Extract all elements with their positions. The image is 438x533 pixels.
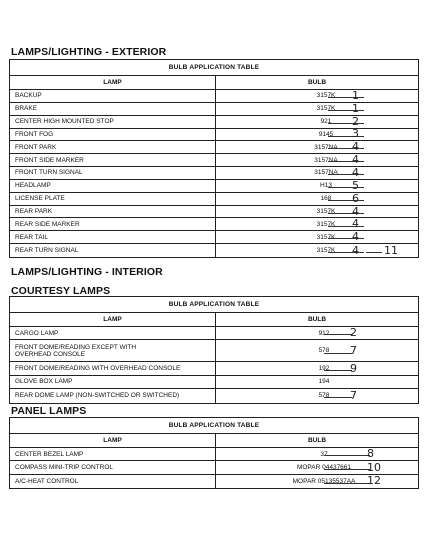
table-row: [10, 362, 418, 375]
lamp-name: REAR TAIL: [15, 233, 48, 241]
table-header-row: [10, 313, 418, 327]
bulb-cell: [216, 362, 418, 374]
bulb-number: 194: [318, 378, 330, 386]
bulb-number: MOPAR 04437661: [296, 464, 352, 472]
lamp-name: A/C-HEAT CONTROL: [15, 477, 79, 485]
lamp-cell: [10, 376, 216, 388]
lamp-name: BACKUP: [15, 92, 42, 100]
exterior-bulb-table: [9, 59, 419, 258]
col-header-lamp: LAMP: [10, 313, 216, 326]
table-row: [10, 327, 418, 340]
bulb-number: 3157K: [316, 233, 336, 241]
lamp-cell: [10, 218, 216, 230]
lamp-name: GLOVE BOX LAMP: [15, 378, 73, 386]
lamp-name: REAR TURN SIGNAL: [15, 247, 79, 255]
table-row: [10, 475, 418, 488]
lamp-cell: [10, 244, 216, 257]
lamp-name: REAR PARK: [15, 208, 53, 216]
lamp-cell: [10, 475, 216, 488]
bulb-cell: [216, 389, 418, 402]
callout-number: 4: [352, 152, 359, 166]
col-header-bulb: BULB: [307, 316, 327, 323]
callout-number: 7: [350, 343, 357, 357]
bulb-number: 3157NA: [314, 143, 338, 151]
lamp-cell: [10, 231, 216, 243]
lamp-cell: [10, 362, 216, 374]
lamp-cell: [10, 154, 216, 166]
lamp-name: HEADLAMP: [15, 182, 51, 190]
bulb-cell: [216, 167, 418, 179]
lamp-cell: [10, 141, 216, 153]
bulb-number: 192: [318, 365, 330, 373]
callout-leader-line: [324, 483, 370, 484]
bulb-cell: [216, 448, 418, 460]
callout-number: 4: [352, 204, 359, 218]
bulb-cell: [216, 129, 418, 141]
table-row: [10, 461, 418, 474]
table-row: [10, 448, 418, 461]
col-header-lamp: LAMP: [10, 76, 216, 89]
callout-leader-line: [324, 370, 352, 371]
callout-number: 10: [367, 460, 381, 474]
table-row: [10, 231, 418, 244]
callout-number: 4: [352, 230, 359, 244]
lamp-cell: [10, 167, 216, 179]
bulb-cell: [216, 193, 418, 205]
lamp-cell: [10, 461, 216, 473]
bulb-cell: [216, 327, 418, 339]
bulb-number: 168: [320, 195, 332, 203]
callout-number: 1: [352, 88, 359, 102]
bulb-cell: [216, 475, 418, 488]
lamp-cell: [10, 90, 216, 102]
bulb-number: 3157K: [316, 92, 336, 100]
col-header-lamp: LAMP: [10, 434, 216, 447]
bulb-number: 921: [320, 118, 332, 126]
bulb-cell: [216, 180, 418, 192]
callout-number: 6: [352, 191, 359, 205]
bulb-cell: [216, 218, 418, 230]
bulb-number: 3157K: [316, 105, 336, 113]
lamp-name: FRONT PARK: [15, 143, 57, 151]
lamp-cell: [10, 206, 216, 218]
bulb-number: 578: [318, 392, 330, 400]
lamp-name: FRONT DOME/READING EXCEPT WITH: [15, 343, 137, 351]
bulb-cell: [216, 206, 418, 218]
bulb-cell: [216, 340, 418, 361]
lamp-name: BRAKE: [15, 105, 38, 113]
table-title: BULB APPLICATION TABLE: [10, 297, 418, 313]
callout-number: 4: [352, 243, 359, 257]
lamp-cell: [10, 180, 216, 192]
lamp-name: FRONT SIDE MARKER: [15, 156, 84, 164]
table-row: [10, 244, 418, 257]
callout-number: 3: [352, 127, 359, 141]
lamp-cell: [10, 327, 216, 339]
callout-leader-line: [366, 252, 382, 253]
lamp-name: REAR SIDE MARKER: [15, 220, 80, 228]
lamp-cell: [10, 448, 216, 460]
panel-bulb-table: [9, 417, 419, 489]
bulb-number: 3157NA: [314, 156, 338, 164]
bulb-cell: [216, 90, 418, 102]
lamp-cell: [10, 129, 216, 141]
table-row: [10, 376, 418, 389]
table-header-row: [10, 434, 418, 448]
callout-leader-line: [324, 353, 352, 354]
callout-number: 4: [352, 217, 359, 231]
lamp-name: LICENSE PLATE: [15, 195, 65, 203]
bulb-number: MOPAR 05135537AA: [292, 477, 356, 485]
callout-number: 4: [352, 140, 359, 154]
callout-leader-line: [324, 469, 370, 470]
lamp-name: REAR DOME LAMP (NON-SWITCHED OR SWITCHED): [15, 392, 180, 400]
exterior-heading: LAMPS/LIGHTING - EXTERIOR: [11, 46, 167, 58]
lamp-cell: [10, 389, 216, 402]
lamp-cell: [10, 340, 216, 361]
bulb-cell: [216, 376, 418, 388]
bulb-number: 3157K: [316, 208, 336, 216]
courtesy-heading: COURTESY LAMPS: [11, 285, 111, 297]
lamp-cell: [10, 103, 216, 115]
callout-number: 5: [352, 178, 359, 192]
table-title: BULB APPLICATION TABLE: [10, 60, 418, 76]
callout-number: 8: [367, 447, 374, 461]
bulb-number: 3157K: [316, 247, 336, 255]
bulb-cell: [216, 154, 418, 166]
panel-heading: PANEL LAMPS: [11, 405, 87, 417]
bulb-cell: [216, 141, 418, 153]
lamp-name: CARGO LAMP: [15, 329, 59, 337]
bulb-cell: [216, 231, 418, 243]
bulb-number: 37: [320, 450, 328, 458]
table-row: [10, 340, 418, 362]
lamp-name-line2: OVERHEAD CONSOLE: [15, 350, 86, 358]
bulb-number: 912: [318, 329, 330, 337]
bulb-cell: [216, 244, 418, 257]
lamp-name: FRONT FOG: [15, 130, 54, 138]
callout-leader-line: [324, 334, 352, 335]
callout-number: 7: [350, 388, 357, 402]
lamp-cell: [10, 193, 216, 205]
lamp-name: COMPASS MINI-TRIP CONTROL: [15, 464, 113, 472]
col-header-bulb: BULB: [307, 79, 327, 86]
lamp-name: CENTER HIGH MOUNTED STOP: [15, 118, 114, 126]
callout-number: 11: [384, 243, 398, 257]
bulb-number: 3157K: [316, 220, 336, 228]
callout-leader-line: [324, 397, 352, 398]
courtesy-bulb-table: [9, 296, 419, 404]
bulb-number: H13: [320, 182, 332, 190]
bulb-cell: [216, 103, 418, 115]
callout-number: 2: [350, 326, 357, 340]
callout-number: 9: [350, 361, 357, 375]
callout-leader-line: [324, 455, 370, 456]
bulb-number: 3157NA: [314, 169, 338, 177]
bulb-cell: [216, 116, 418, 128]
col-header-bulb: BULB: [307, 437, 327, 444]
lamp-name: FRONT TURN SIGNAL: [15, 169, 83, 177]
lamp-name: CENTER BEZEL LAMP: [15, 450, 84, 458]
callout-number: 2: [352, 114, 359, 128]
callout-number: 4: [352, 165, 359, 179]
table-title: BULB APPLICATION TABLE: [10, 418, 418, 434]
callout-number: 12: [367, 474, 381, 488]
lamp-cell: [10, 116, 216, 128]
bulb-number: 9145: [318, 130, 334, 138]
bulb-number: 578: [318, 347, 330, 355]
lamp-name: FRONT DOME/READING WITH OVERHEAD CONSOLE: [15, 365, 181, 373]
bulb-cell: [216, 461, 418, 473]
table-row: [10, 389, 418, 402]
interior-heading: LAMPS/LIGHTING - INTERIOR: [11, 266, 163, 278]
callout-number: 1: [352, 101, 359, 115]
